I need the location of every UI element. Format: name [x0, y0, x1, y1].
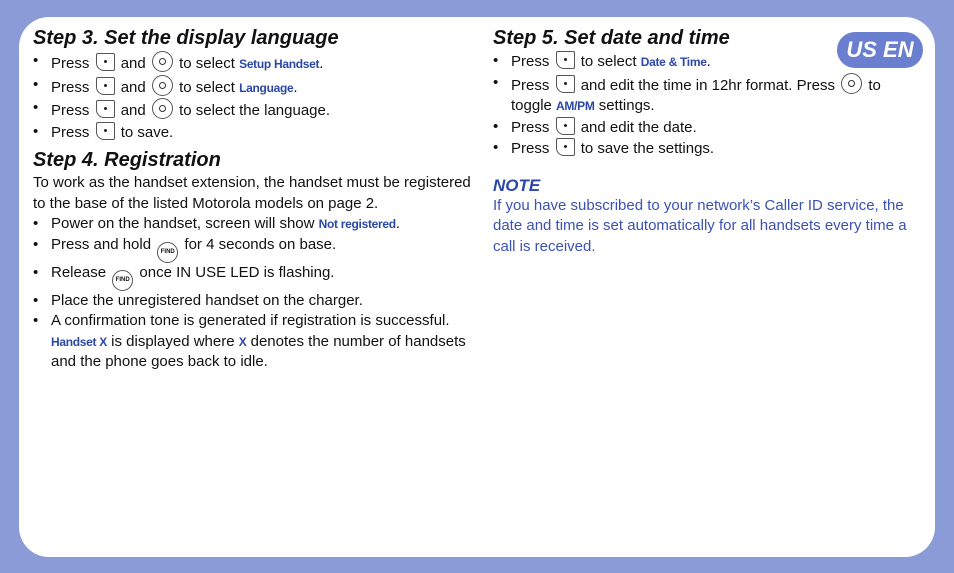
screen-text: Date & Time: [640, 55, 707, 69]
step4-title: Step 4. Registration: [33, 149, 221, 171]
list-item: • Press and to select Setup Handset.: [33, 51, 473, 75]
list-item: • Power on the handset, screen will show Not registered.: [33, 214, 473, 235]
list-item: • Press to save the settings.: [493, 138, 923, 160]
list-item: • Press and to select Language.: [33, 75, 473, 99]
nav-key-icon: [152, 98, 173, 119]
nav-key-icon: [152, 51, 173, 72]
note-text: If you have subscribed to your network’s Caller ID service, the date and time is set automatically for all handsets every time a call is received.: [493, 196, 907, 255]
softkey-icon: [556, 138, 575, 156]
softkey-icon: [556, 117, 575, 135]
list-item: • Release FIND once IN USE LED is flashing.: [33, 263, 473, 291]
note-title: NOTE: [493, 175, 541, 195]
screen-text: Handset X: [51, 334, 107, 349]
list-item: • Press and hold FIND for 4 seconds on base.: [33, 235, 473, 263]
softkey-icon: [96, 122, 115, 140]
list-item: • Press to save.: [33, 122, 473, 144]
right-column: [493, 25, 923, 257]
list-item: • Press and to select the language.: [33, 98, 473, 122]
softkey-icon: [96, 100, 115, 118]
step3-title: Step 3. Set the display language: [33, 27, 339, 49]
screen-text: AM/PM: [556, 99, 595, 113]
nav-key-icon: [841, 73, 862, 94]
screen-text: X: [238, 334, 247, 349]
region-language-badge: US EN: [837, 32, 923, 68]
list-item: • Press to select Date & Time.: [493, 51, 923, 73]
nav-key-icon: [152, 75, 173, 96]
step5-list: [493, 51, 923, 160]
softkey-icon: [556, 51, 575, 69]
screen-text: Language: [239, 80, 294, 95]
list-item: • Place the unregistered handset on the charger.: [33, 291, 473, 312]
step4-list: [33, 214, 473, 373]
find-key-icon: FIND: [112, 270, 133, 291]
step4-intro: To work as the handset extension, the handset must be registered to the base of the listed Motorola models on page 2.: [33, 174, 471, 212]
step5-title: Step 5. Set date and time: [493, 27, 730, 49]
screen-text: Not registered: [318, 217, 396, 231]
page-card: [19, 17, 935, 557]
softkey-icon: [96, 77, 115, 95]
list-item: • Press and edit the date.: [493, 117, 923, 139]
step3-list: [33, 51, 473, 143]
left-column: [33, 25, 473, 373]
softkey-icon: [556, 75, 575, 93]
list-item: • Press and edit the time in 12hr format. Press to toggle AM/PM settings.: [493, 73, 923, 117]
list-item: • A confirmation tone is generated if registration is successful. Handset X is displayed where X denotes the number of handsets and the phone goes back to idle.: [33, 311, 473, 373]
softkey-icon: [96, 53, 115, 71]
screen-text: Setup Handset: [239, 57, 320, 71]
find-key-icon: FIND: [157, 242, 178, 263]
